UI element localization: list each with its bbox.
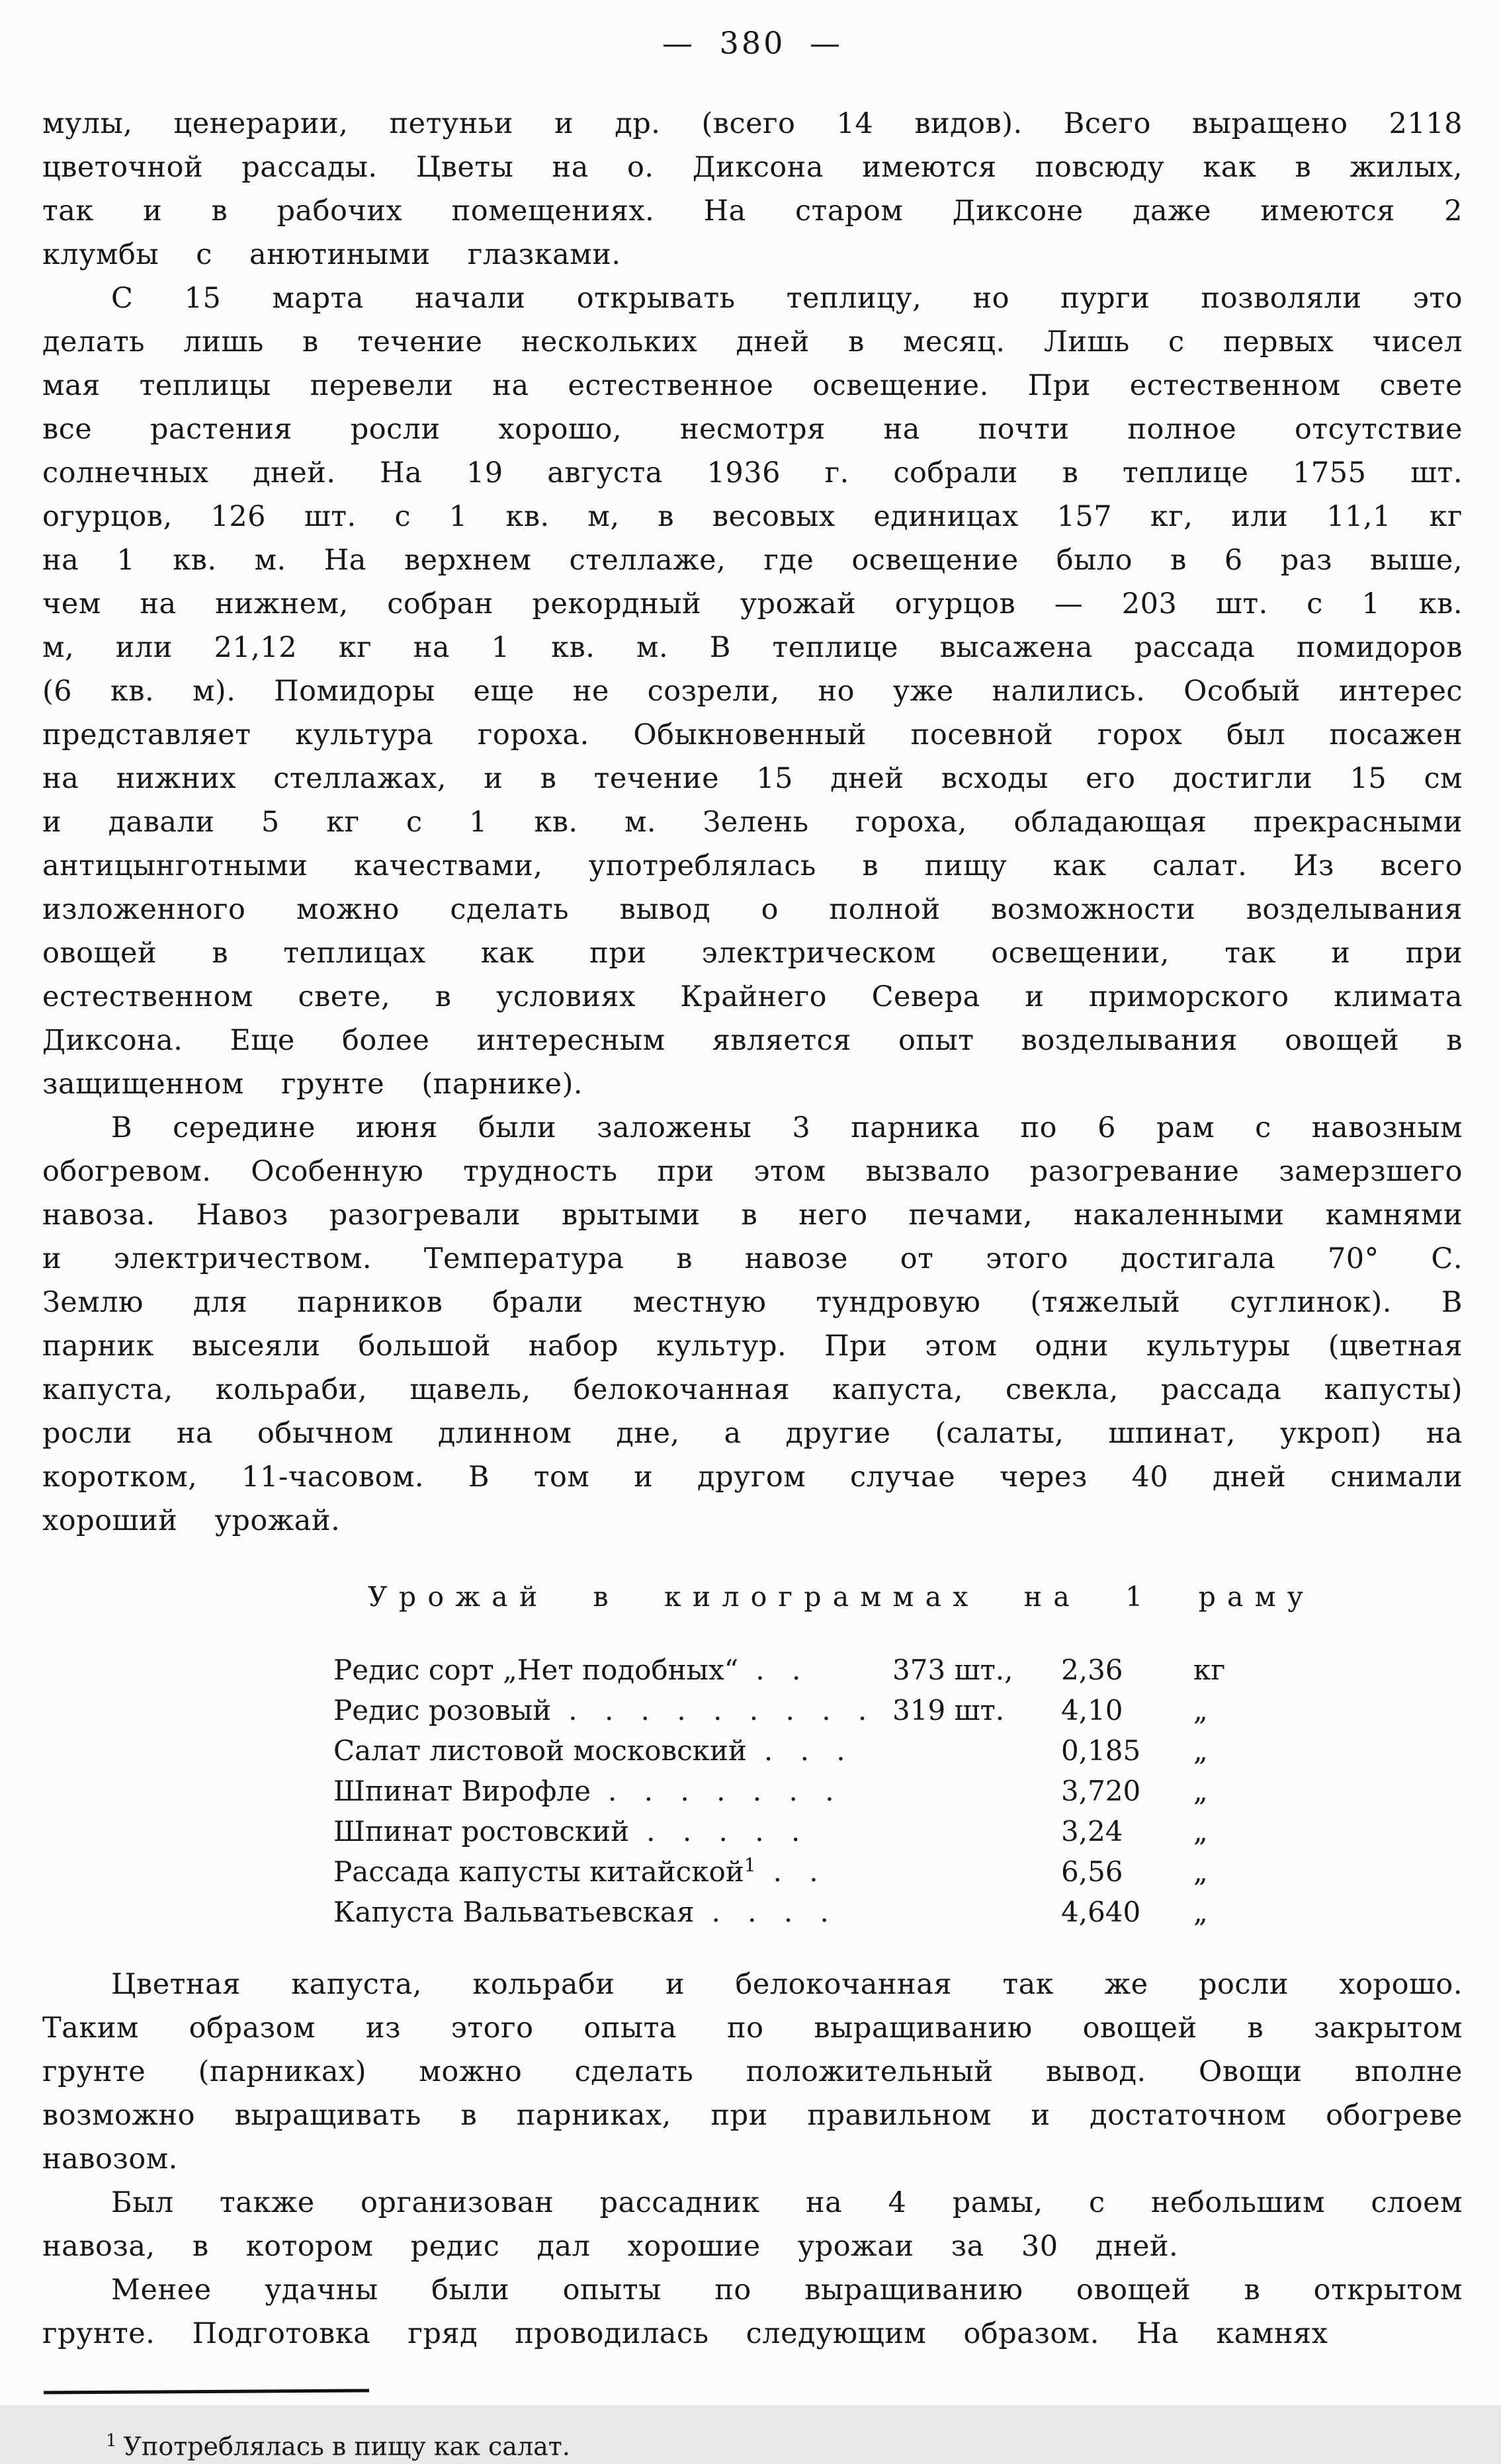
table-row xyxy=(333,1650,1240,1690)
row-value: 3,24 xyxy=(1061,1815,1123,1848)
footnote xyxy=(42,2424,1463,2464)
leader-dots: . . . . . xyxy=(646,1815,810,1848)
row-unit: „ xyxy=(1193,1815,1208,1848)
leader-dots: . . . . xyxy=(711,1896,838,1928)
leader-dots: . . xyxy=(773,1855,828,1888)
table-row xyxy=(333,1730,1240,1771)
row-value: 4,640 xyxy=(1061,1896,1141,1928)
paragraph-open-ground: Менее удачны были опыты по выращиванию овощей в открытом грунте. Подготовка гряд проводилась следующим образом. На камнях xyxy=(42,2273,1463,2350)
row-unit: „ xyxy=(1193,1896,1208,1928)
paragraph-continuation: мулы, ценерарии, петуньи и др. (всего 14 видов). Всего выращено 2118 цветочной рассады. Цветы на о. Диксона имеются повсюду как в жилых, так и в рабочих помещениях. На старом Диксоне даже имеются 2 клумбы с анютиными глазками. xyxy=(42,107,1463,271)
harvest-table-title: Урожай в килограммах на 1 раму xyxy=(368,1581,1315,1613)
row-name: Рассада капусты китайской$^1$ xyxy=(333,1854,756,1888)
paragraph-greenhouse: С 15 марта начали открывать теплицу, но пурги позволяли это делать лишь в течение нескольких дней в месяц. Лишь с первых чисел мая теплицы перевели на естественное освещение. При естественном свете все растения росли хорошо, несмотря на почти полное отсутствие солнечных дней. На 19 августа 1936 г. собрали в теплице 1755 шт. огурцов, 126 шт. с 1 кв. м, в весовых единицах 157 кг, или 11,1 кг на 1 кв. м. На верхнем стеллаже, где освещение было в 6 раз выше, чем на нижнем, собран рекордный урожай огурцов — 203 шт. с 1 кв. м, или 21,12 кг на 1 кв. м. В теплице высажена рассада помидоров (6 кв. м). Помидоры еще не созрели, но уже налились. Особый интерес представляет культура гороха. Обыкновенный посевной горох был посажен на нижних стеллажах, и в течение 15 дней всходы его достигли 15 см и давали 5 кг с 1 кв. м. Зелень гороха, обладающая прекрасными антицынготными качествами, употреблялась в пищу как салат. Из всего изложенного можно сделать вывод о полной возможности возделывания овощей в теплицах как при электрическом освещении, так и при естественном свете, в условиях Крайнего Севера и приморского климата Диксона. Еще более интересным является опыт возделывания овощей в защищенном грунте (парнике). xyxy=(42,282,1463,1101)
leader-dots: . . . . . . . . . xyxy=(568,1694,877,1726)
row-value: 0,185 xyxy=(1061,1734,1141,1767)
row-name: Шпинат ростовский xyxy=(333,1815,630,1848)
footnote-ref: 1 xyxy=(744,1854,756,1876)
paragraph-conclusion: Цветная капуста, кольраби и белокочанная так же росли хорошо. Таким образом из этого опыта по выращиванию овощей в закрытом грунте (парниках) можно сделать положительный вывод. Овощи вполне возможно выращивать в парниках, при правильном и достаточном обогреве навозом. xyxy=(42,1968,1463,2176)
table-row xyxy=(333,1851,1240,1892)
row-name: Редис розовый xyxy=(333,1694,552,1726)
row-value: 6,56 xyxy=(1061,1855,1123,1888)
row-name: Салат листовой московский xyxy=(333,1734,747,1767)
paragraph-hotbeds: В середине июня были заложены 3 парника по 6 рам с навозным обогревом. Особенную трудность при этом вызвало разогревание замерзшего навоза. Навоз разогревали врытыми в него печами, накаленными камнями и электричеством. Температура в навозе от этого достигала 70° С. Землю для парников брали местную тундровую (тяжелый суглинок). В парник высеяли большой набор культур. При этом одни культуры (цветная капуста, кольраби, щавель, белокочанная капуста, свекла, рассада капусты) росли на обычном длинном дне, а другие (салаты, шпинат, укроп) на коротком, 11-часовом. В том и другом случае через 40 дней снимали хороший урожай. xyxy=(42,1111,1463,1537)
row-value: 2,36 xyxy=(1061,1654,1123,1686)
paragraph-seedbed: Был также организован рассадник на 4 рамы, с небольшим слоем навоза, в котором редис дал хорошие урожаи за 30 дней. xyxy=(42,2186,1463,2263)
table-row xyxy=(333,1771,1240,1811)
row-name: Шпинат Вирофле xyxy=(333,1775,591,1807)
row-quantity: 373 шт., xyxy=(892,1654,1013,1686)
harvest-table xyxy=(333,1581,1315,1932)
row-name: Редис сорт „Нет подобных“ xyxy=(333,1654,739,1686)
leader-dots: . . . . . . . xyxy=(607,1775,843,1807)
row-unit: „ xyxy=(1193,1775,1208,1807)
row-unit: „ xyxy=(1193,1734,1208,1767)
footnote-divider xyxy=(44,2389,369,2394)
leader-dots: . . . xyxy=(763,1734,855,1767)
row-value: 4,10 xyxy=(1061,1694,1123,1726)
table-row xyxy=(333,1892,1240,1932)
leader-dots: . . xyxy=(755,1654,810,1686)
row-value: 3,720 xyxy=(1061,1775,1141,1807)
table-row xyxy=(333,1811,1240,1851)
row-unit: „ xyxy=(1193,1855,1208,1888)
footnote-text: Употреблялась в пищу как салат. xyxy=(123,2432,570,2461)
row-unit: „ xyxy=(1193,1694,1208,1726)
row-quantity: 319 шт. xyxy=(892,1694,1005,1726)
table-row xyxy=(333,1690,1240,1730)
page-number: — 380 — xyxy=(662,25,843,61)
row-unit: кг xyxy=(1193,1654,1226,1686)
row-name: Капуста Вальватьевская xyxy=(333,1896,695,1928)
footnote-marker: 1 xyxy=(106,2431,117,2451)
